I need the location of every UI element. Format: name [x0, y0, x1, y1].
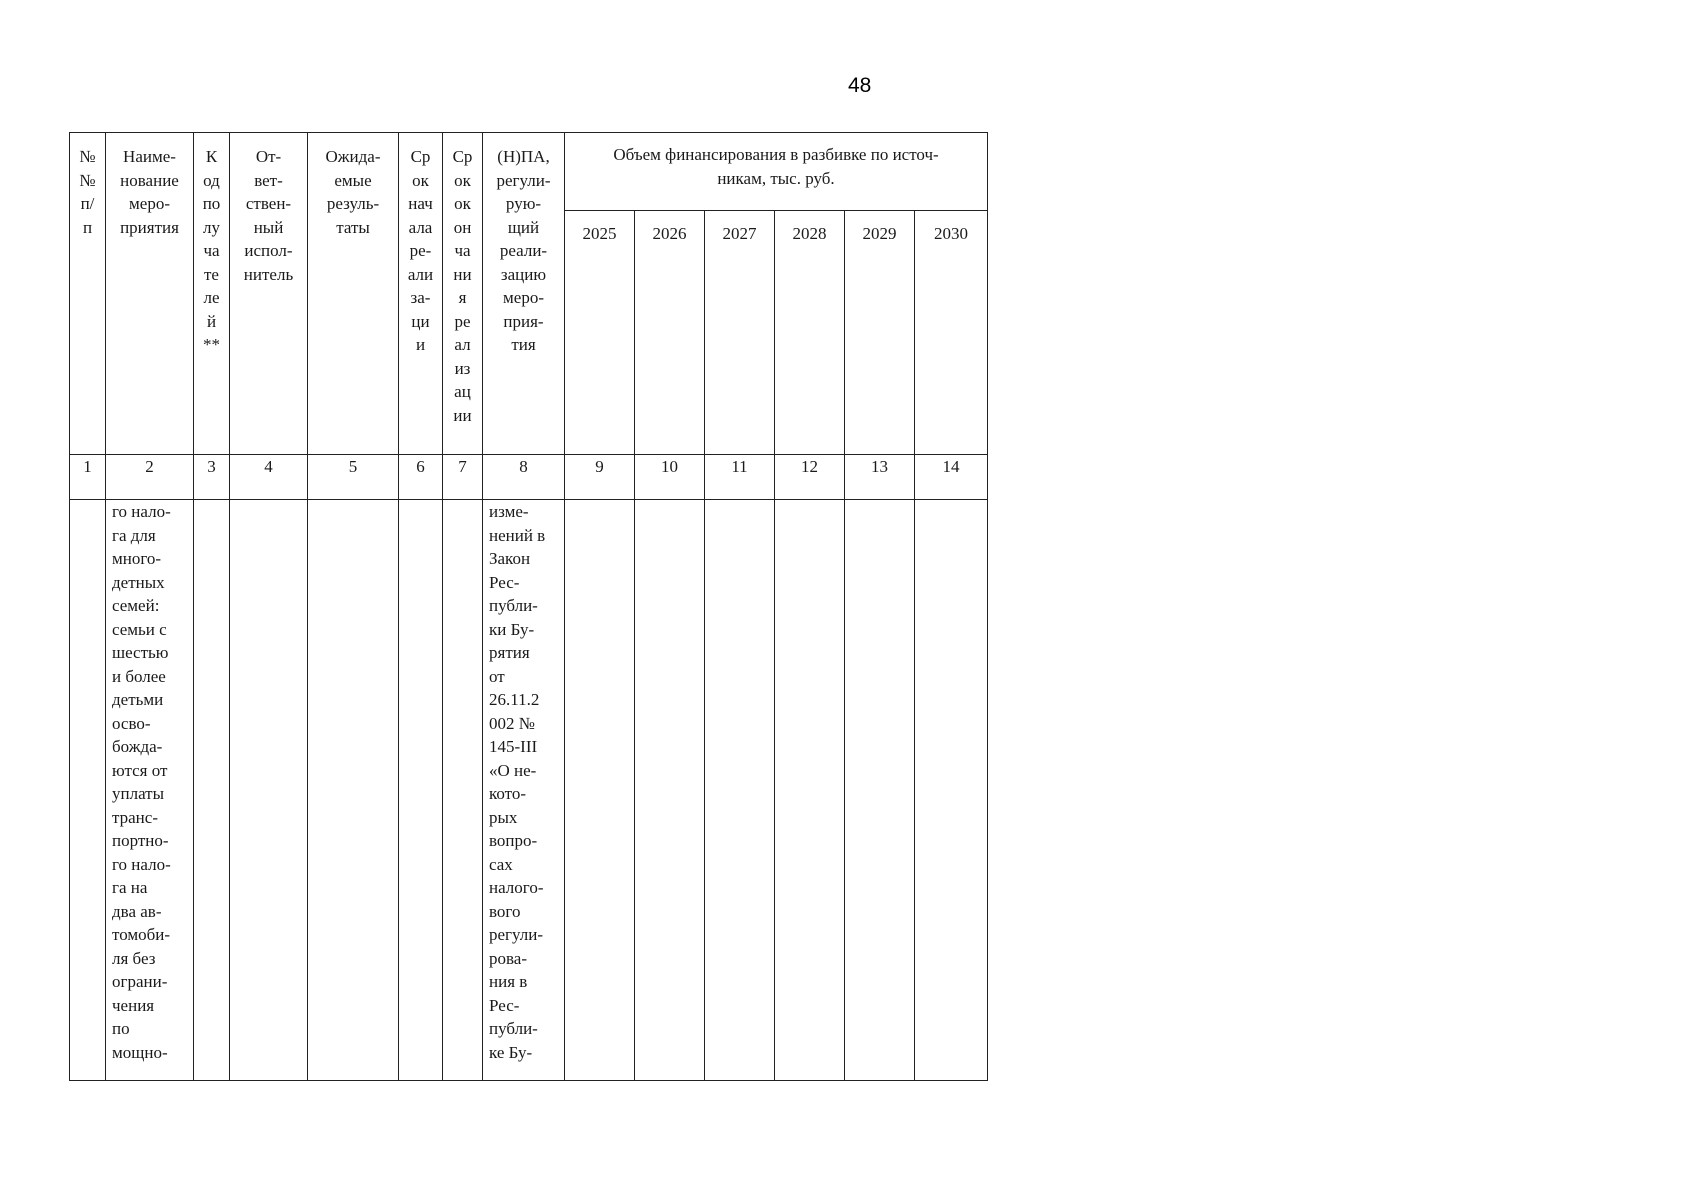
- column-number: 8: [483, 455, 565, 500]
- column-number: 5: [308, 455, 399, 500]
- column-number: 10: [635, 455, 705, 500]
- cell-recipient-code: [194, 500, 230, 1081]
- column-number: 11: [705, 455, 775, 500]
- header-row-1: [70, 133, 988, 211]
- header-recipient-code: К од по лу ча те ле й **: [194, 133, 230, 455]
- cell-row-number: [70, 500, 106, 1081]
- header-year-2025: 2025: [565, 211, 635, 455]
- cell-financing-2027: [705, 500, 775, 1081]
- page-number: 48: [848, 74, 872, 97]
- header-year-2029: 2029: [845, 211, 915, 455]
- column-number: 14: [915, 455, 988, 500]
- header-measure-name: Наиме- нование меро- приятия: [106, 133, 194, 455]
- cell-financing-2030: [915, 500, 988, 1081]
- header-responsible-executor: От- вет- ствен- ный испол- нитель: [230, 133, 308, 455]
- column-number: 7: [443, 455, 483, 500]
- header-row-number: № № п/ п: [70, 133, 106, 455]
- header-regulatory-act: (Н)ПА, регули- рую- щий реали- зацию меро- прия- тия: [483, 133, 565, 455]
- header-start-date: Ср ок нач ала ре- али за- ци и: [399, 133, 443, 455]
- cell-responsible-executor: [230, 500, 308, 1081]
- column-number: 2: [106, 455, 194, 500]
- cell-expected-results: [308, 500, 399, 1081]
- column-number-row: [70, 455, 988, 500]
- column-number: 12: [775, 455, 845, 500]
- cell-measure-name: го нало- га для много- детных семей: семьи с шестью и более детьми осво- божда- ются от уплаты транс- портно- го нало- га на два ав- томоби- ля без ограни- чения по мощно-: [106, 500, 194, 1081]
- cell-financing-2026: [635, 500, 705, 1081]
- header-year-2030: 2030: [915, 211, 988, 455]
- cell-financing-2028: [775, 500, 845, 1081]
- cell-financing-2025: [565, 500, 635, 1081]
- cell-end-date: [443, 500, 483, 1081]
- cell-regulatory-act: измe- нений в Закон Рес- публи- ки Бу- рятия от 26.11.2 002 № 145-III «О не- кото- рых вопро- сах налого- вого регули- рова- ния в Рес- публи- ке Бу-: [483, 500, 565, 1081]
- header-year-2027: 2027: [705, 211, 775, 455]
- column-number: 6: [399, 455, 443, 500]
- column-number: 3: [194, 455, 230, 500]
- column-number: 4: [230, 455, 308, 500]
- measures-table: [69, 132, 988, 1081]
- header-financing-volume: Объем финансирования в разбивке по источ- никам, тыс. руб.: [565, 133, 988, 211]
- cell-financing-2029: [845, 500, 915, 1081]
- cell-start-date: [399, 500, 443, 1081]
- header-year-2028: 2028: [775, 211, 845, 455]
- header-year-2026: 2026: [635, 211, 705, 455]
- header-end-date: Ср ок ок он ча ни я ре ал из ац ии: [443, 133, 483, 455]
- table-row: [70, 500, 988, 1081]
- column-number: 1: [70, 455, 106, 500]
- header-expected-results: Ожида- емые резуль- таты: [308, 133, 399, 455]
- column-number: 13: [845, 455, 915, 500]
- column-number: 9: [565, 455, 635, 500]
